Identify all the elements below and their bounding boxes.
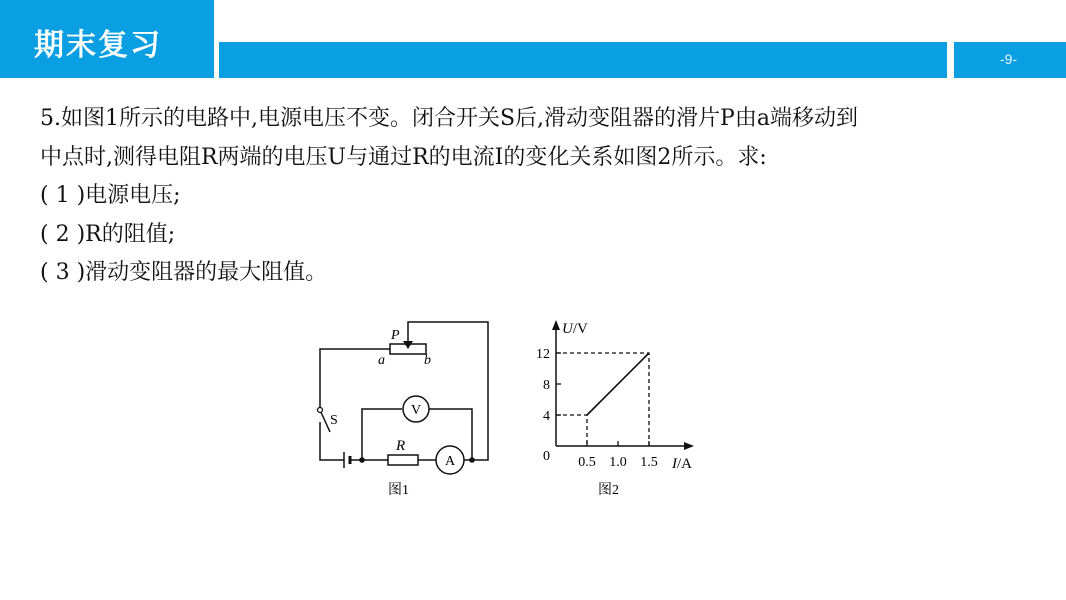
figure2-caption: 图2 bbox=[598, 483, 619, 498]
y-axis-label-var: U bbox=[562, 321, 573, 337]
x-axis-label-var: I bbox=[672, 456, 677, 472]
section-title: 期末复习 bbox=[34, 28, 162, 63]
resistor-r bbox=[388, 455, 418, 465]
page-number-box bbox=[954, 42, 1066, 78]
header-bar bbox=[219, 42, 947, 78]
slider-arrow bbox=[403, 341, 413, 349]
section-title-box bbox=[0, 0, 214, 78]
junction-right bbox=[469, 457, 475, 463]
question-line-4: ( 2 )R的阻值; bbox=[40, 221, 176, 247]
origin-label: 0 bbox=[543, 449, 550, 464]
label-a: a bbox=[378, 353, 385, 368]
switch bbox=[320, 410, 330, 432]
question-line-2: 中点时,测得电阻R两端的电压U与通过R的电流I的变化关系如图2所示。求: bbox=[40, 144, 767, 170]
x-axis-arrow bbox=[684, 442, 694, 450]
question-line-3: ( 1 )电源电压; bbox=[40, 183, 181, 208]
y-tick-label: 12 bbox=[536, 347, 550, 362]
question-line-5: ( 3 )滑动变阻器的最大阻值。 bbox=[40, 260, 328, 285]
y-axis-arrow bbox=[552, 320, 560, 330]
question-line-1: 5.如图1所示的电路中,电源电压不变。闭合开关S后,滑动变阻器的滑片P由a端移动到 bbox=[40, 106, 858, 131]
page-number: -9- bbox=[1000, 51, 1018, 67]
label-s: S bbox=[330, 413, 338, 428]
label-a-meter: A bbox=[444, 454, 456, 469]
y-axis-label bbox=[562, 321, 588, 337]
question-text bbox=[40, 100, 1040, 293]
switch-pivot bbox=[318, 408, 323, 413]
x-tick-label: 1.0 bbox=[609, 455, 627, 470]
label-r: R bbox=[396, 438, 406, 454]
y-axis-label-unit: /V bbox=[572, 321, 588, 337]
figure1-caption: 图1 bbox=[388, 483, 409, 498]
x-axis-label bbox=[671, 456, 692, 472]
y-tick-label: 4 bbox=[543, 409, 550, 424]
series-line bbox=[587, 353, 649, 415]
circuit-figure bbox=[300, 312, 500, 502]
x-axis-label-unit: /A bbox=[677, 456, 692, 472]
x-tick-label: 0.5 bbox=[578, 455, 596, 470]
dashed-guide bbox=[556, 415, 587, 446]
label-b: b bbox=[424, 353, 431, 368]
label-v: V bbox=[410, 403, 422, 418]
y-tick-label: 8 bbox=[543, 378, 550, 393]
junction-left bbox=[359, 457, 365, 463]
ui-chart bbox=[530, 312, 710, 502]
label-p: P bbox=[391, 328, 400, 343]
x-tick-label: 1.5 bbox=[640, 455, 658, 470]
